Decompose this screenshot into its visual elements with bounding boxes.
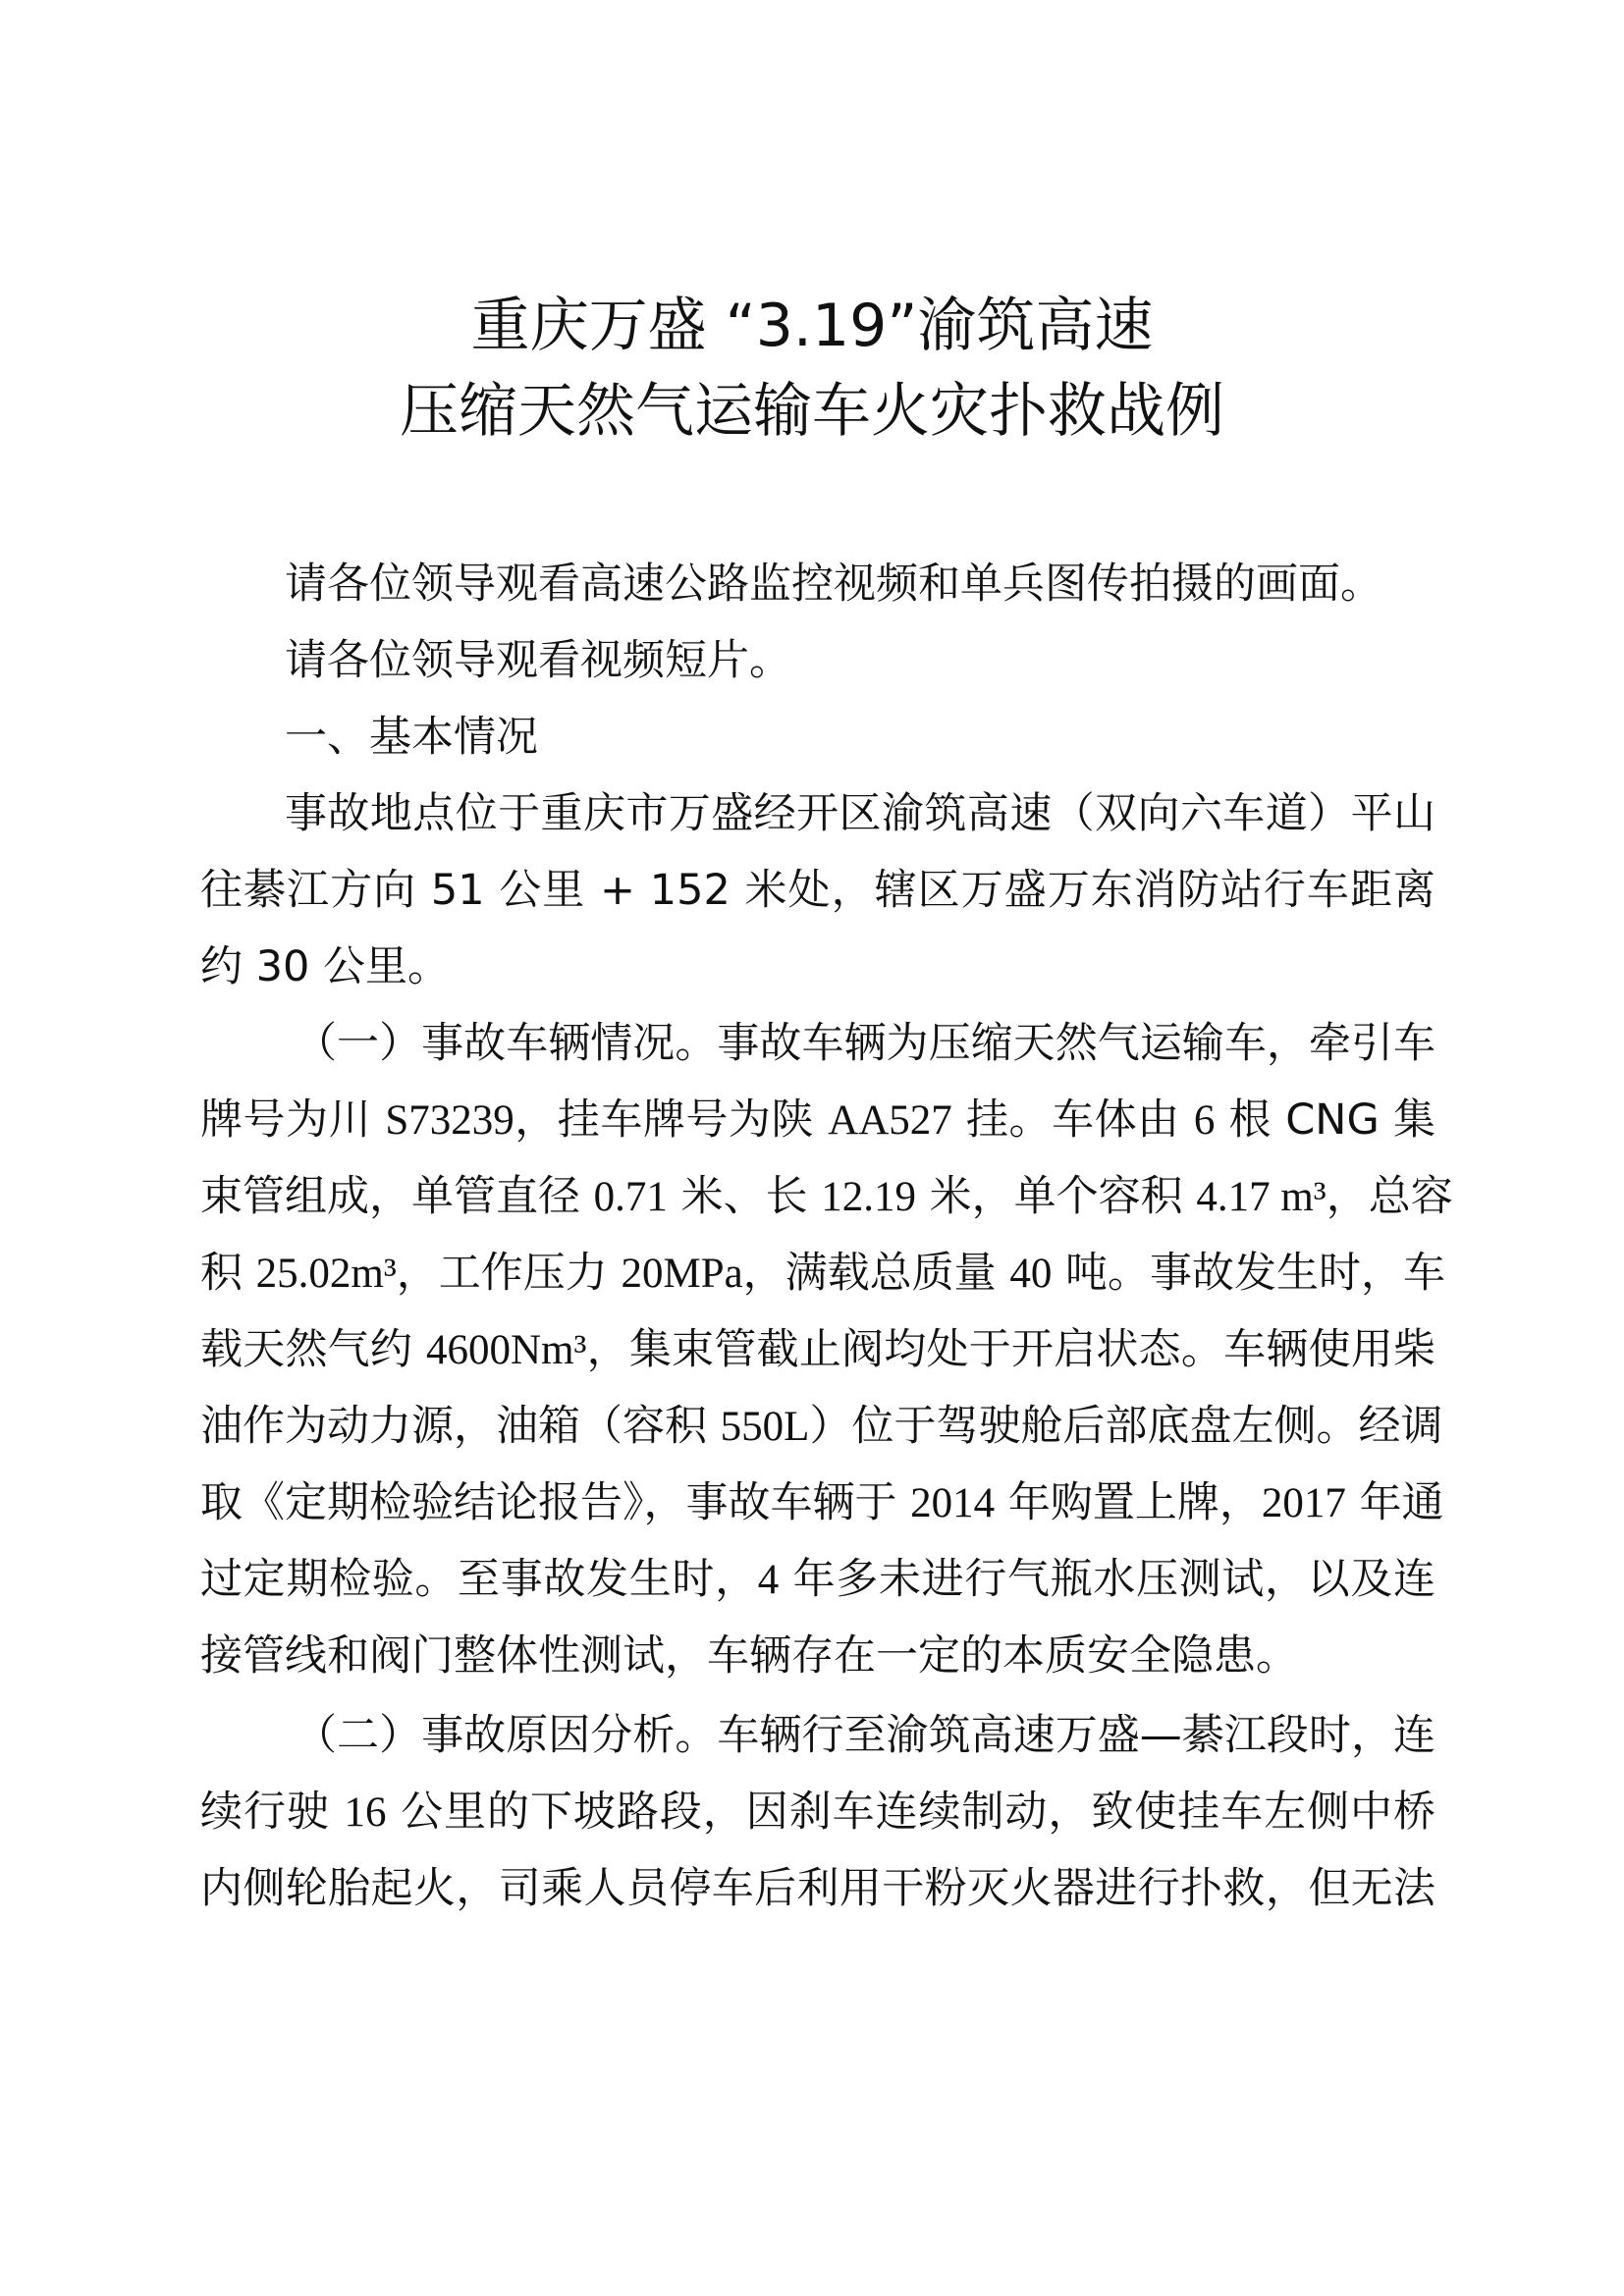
vehicle-line-8: 过定期检验。至事故发生时，4 年多未进行气瓶水压测试，以及连 xyxy=(200,1555,1436,1604)
location-line-2: 往綦江方向 51 公里 + 152 米处，辖区万盛万东消防站行车距离 xyxy=(200,866,1435,915)
vehicle-line-3: 束管组成，单管直径 0.71 米、长 12.19 米，单个容积 4.17 m³，总容 xyxy=(200,1172,1453,1221)
title-line-1: 重庆万盛 “3.19”渝筑高速 xyxy=(470,292,1154,360)
cause-line-1: （二）事故原因分析。车辆行至渝筑高速万盛—綦江段时，连 xyxy=(295,1711,1435,1760)
cause-line-2: 续行驶 16 公里的下坡路段，因刹车连续制动，致使挂车左侧中桥 xyxy=(200,1788,1436,1837)
cause-line-3: 内侧轮胎起火，司乘人员停车后利用干粉灭火器进行扑救，但无法 xyxy=(200,1864,1435,1913)
location-line-3: 约 30 公里。 xyxy=(200,942,451,991)
location-line-1: 事故地点位于重庆市万盛经开区渝筑高速（双向六车道）平山 xyxy=(285,789,1435,838)
vehicle-line-6: 油作为动力源，油箱（容积 550L）位于驾驶舱后部底盘左侧。经调 xyxy=(200,1402,1443,1451)
intro-paragraph-2: 请各位领导观看视频短片。 xyxy=(285,636,791,685)
title-line-2: 压缩天然气运输车火灾扑救战例 xyxy=(400,377,1224,446)
vehicle-line-7: 取《定期检验结论报告》，事故车辆于 2014 年购置上牌，2017 年通 xyxy=(200,1478,1444,1527)
vehicle-line-1: （一）事故车辆情况。事故车辆为压缩天然气运输车，牵引车 xyxy=(295,1019,1435,1068)
vehicle-line-2: 牌号为川 S73239，挂车牌号为陕 AA527 挂。车体由 6 根 CNG 集 xyxy=(200,1095,1435,1145)
section-heading: 一、基本情况 xyxy=(285,713,538,762)
intro-paragraph-1: 请各位领导观看高速公路监控视频和单兵图传拍摄的画面。 xyxy=(285,560,1382,609)
vehicle-line-9: 接管线和阀门整体性测试，车辆存在一定的本质安全隐患。 xyxy=(200,1631,1298,1681)
vehicle-line-5: 载天然气约 4600Nm³，集束管截止阀均处于开启状态。车辆使用柴 xyxy=(200,1325,1436,1374)
vehicle-line-4: 积 25.02m³，工作压力 20MPa，满载总质量 40 吨。事故发生时，车 xyxy=(200,1249,1446,1298)
